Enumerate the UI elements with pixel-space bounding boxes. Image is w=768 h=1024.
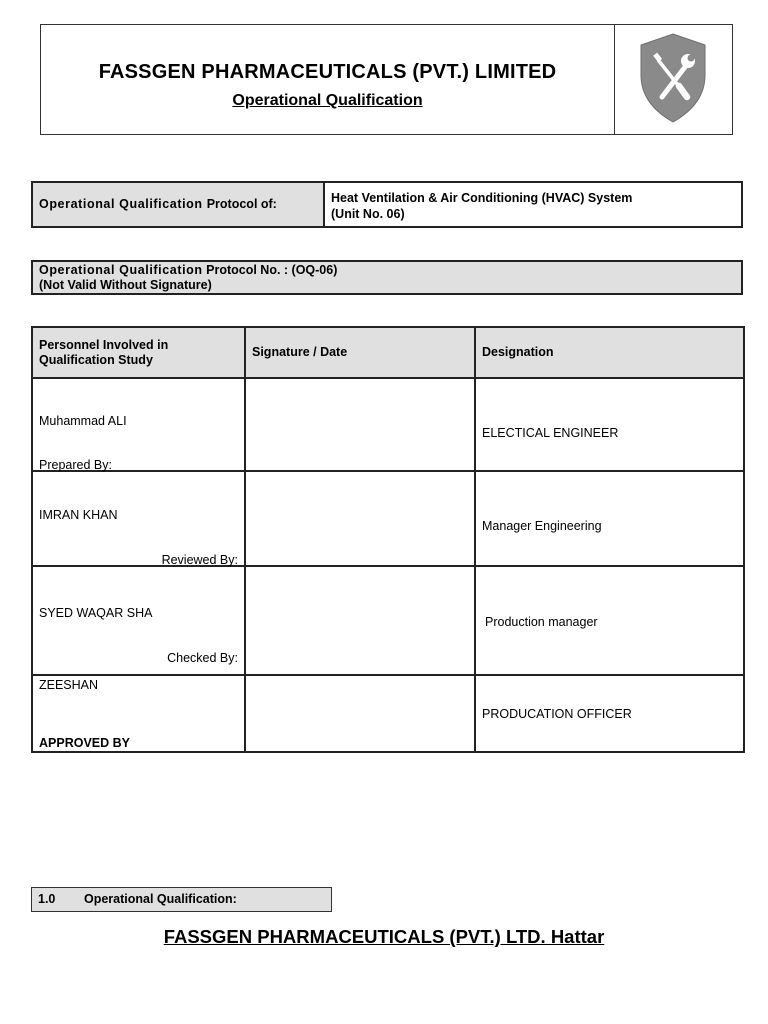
logo-cell [615,25,732,134]
header-title-cell [41,25,615,134]
column-header-signature-label: Signature / Date [252,345,348,359]
table-header-row [32,327,744,378]
table-row [32,378,744,471]
personnel-role: Reviewed By: [161,553,238,567]
signature-cell[interactable] [245,471,475,566]
column-header-personnel [32,327,245,378]
protocol-number-row [31,260,743,295]
personnel-cell [32,566,245,675]
personnel-table [31,326,745,753]
shield-tools-icon [637,31,709,125]
designation-cell [475,471,744,566]
protocol-number-line [39,263,741,278]
designation-text: Manager Engineering [482,519,602,533]
column-header-designation [475,327,744,378]
protocol-number-label: Operational Qualification [39,263,203,277]
document-header [40,24,733,135]
section-number: 1.0 [38,892,56,906]
column-header-personnel-line1: Personnel Involved in [39,338,169,352]
table-row [32,675,744,752]
column-header-signature [245,327,475,378]
protocol-system-name: Heat Ventilation & Air Conditioning (HVAC) System [331,191,633,205]
designation-cell [475,675,744,752]
designation-text: ELECTICAL ENGINEER [482,426,619,440]
validity-note: (Not Valid Without Signature) [39,278,212,292]
company-name: FASSGEN PHARMACEUTICALS (PVT.) LIMITED [98,61,557,83]
table-row [32,566,744,675]
section-heading [31,887,332,912]
column-header-personnel-line2: Qualification Study [39,353,153,367]
column-header-designation-label: Designation [482,345,554,359]
signature-cell[interactable] [245,675,475,752]
designation-cell [475,566,744,675]
designation-cell [475,378,744,471]
personnel-name: Muhammad ALI [39,414,127,428]
protocol-of-value [331,190,632,222]
signature-cell[interactable] [245,378,475,471]
protocol-of-row [31,181,743,228]
personnel-role: Prepared By: [39,458,112,472]
protocol-number-value: Protocol No. : (OQ-06) [206,263,338,277]
personnel-name: IMRAN KHAN [39,508,118,522]
personnel-cell [32,675,245,752]
section-title: Operational Qualification: [84,892,237,906]
personnel-cell [32,378,245,471]
personnel-name: SYED WAQAR SHA [39,606,153,620]
protocol-of-label [33,183,325,226]
protocol-of-label-a: Operational Qualification [39,197,203,211]
protocol-unit-number: (Unit No. 06) [331,207,405,221]
personnel-role: Checked By: [167,651,238,665]
personnel-cell [32,471,245,566]
personnel-name: ZEESHAN [39,678,99,692]
document-title: Operational Qualification [232,92,423,109]
personnel-role: APPROVED BY [39,736,130,750]
signature-cell[interactable] [245,566,475,675]
footer-company-name: FASSGEN PHARMACEUTICALS (PVT.) LTD. Hattar [163,926,605,947]
designation-text: PRODUCATION OFFICER [482,707,632,721]
protocol-of-label-b: Protocol of: [206,197,277,211]
table-row [32,471,744,566]
designation-text: Production manager [485,615,598,629]
